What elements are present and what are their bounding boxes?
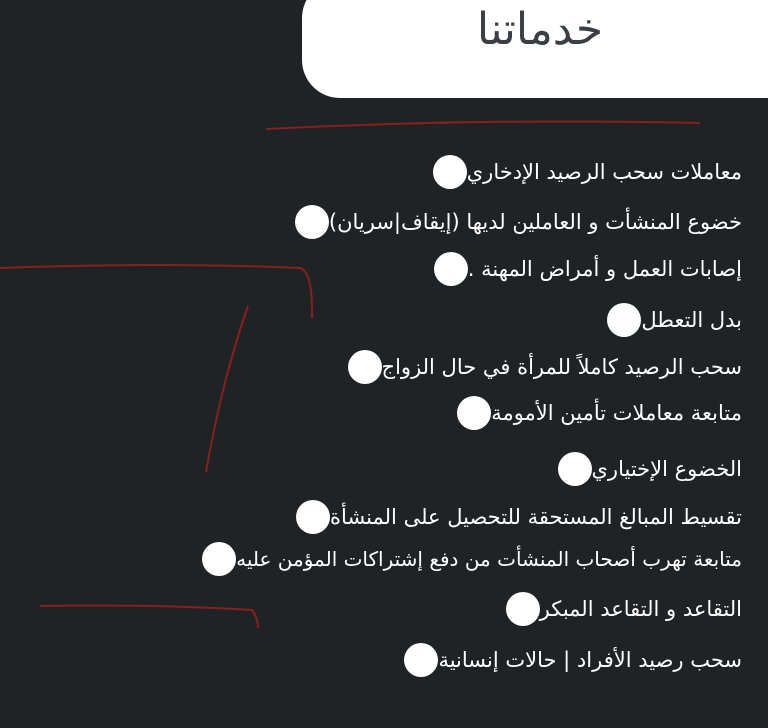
- bullet-icon: [607, 303, 641, 337]
- bullet-icon: [404, 643, 438, 677]
- service-label: إصابات العمل و أمراض المهنة .: [467, 256, 742, 281]
- bullet-icon: [558, 452, 592, 486]
- list-item: [433, 155, 756, 189]
- bullet-icon: [295, 205, 329, 239]
- service-label: التقاعد و التقاعد المبكر: [539, 596, 742, 621]
- list-item: [348, 350, 756, 384]
- bullet-icon: [434, 252, 468, 286]
- service-label: معاملات سحب الرصيد الإدخاري: [466, 159, 742, 184]
- page-title: خدماتنا: [476, 4, 604, 55]
- bullet-icon: [457, 396, 491, 430]
- service-label: سحب الرصيد كاملاً للمرأة في حال الزواج: [381, 354, 742, 379]
- list-item: [607, 303, 756, 337]
- service-label: متابعة معاملات تأمين الأمومة: [491, 400, 742, 425]
- service-label: الخضوع الإختياري: [591, 456, 742, 481]
- list-item: [558, 452, 757, 486]
- list-item: [434, 252, 756, 286]
- list-item: [295, 205, 756, 239]
- bullet-icon: [348, 350, 382, 384]
- service-label: تقسيط المبالغ المستحقة للتحصيل على المنشأة: [330, 504, 742, 529]
- bullet-icon: [296, 500, 330, 534]
- list-item: [506, 592, 756, 626]
- list-item: [404, 643, 756, 677]
- service-label: خضوع المنشأت و العاملين لديها (إيقاف|سريان): [328, 209, 742, 234]
- service-label: بدل التعطل: [641, 307, 742, 332]
- bullet-icon: [433, 155, 467, 189]
- service-label: سحب رصيد الأفراد | حالات إنسانية: [438, 647, 742, 672]
- list-item: [296, 500, 756, 534]
- bullet-icon: [202, 542, 236, 576]
- list-item: [202, 542, 756, 576]
- list-item: [457, 396, 756, 430]
- bullet-icon: [506, 592, 540, 626]
- service-label: متابعة تهرب أصحاب المنشأت من دفع إشتراكات المؤمن عليه: [236, 547, 742, 571]
